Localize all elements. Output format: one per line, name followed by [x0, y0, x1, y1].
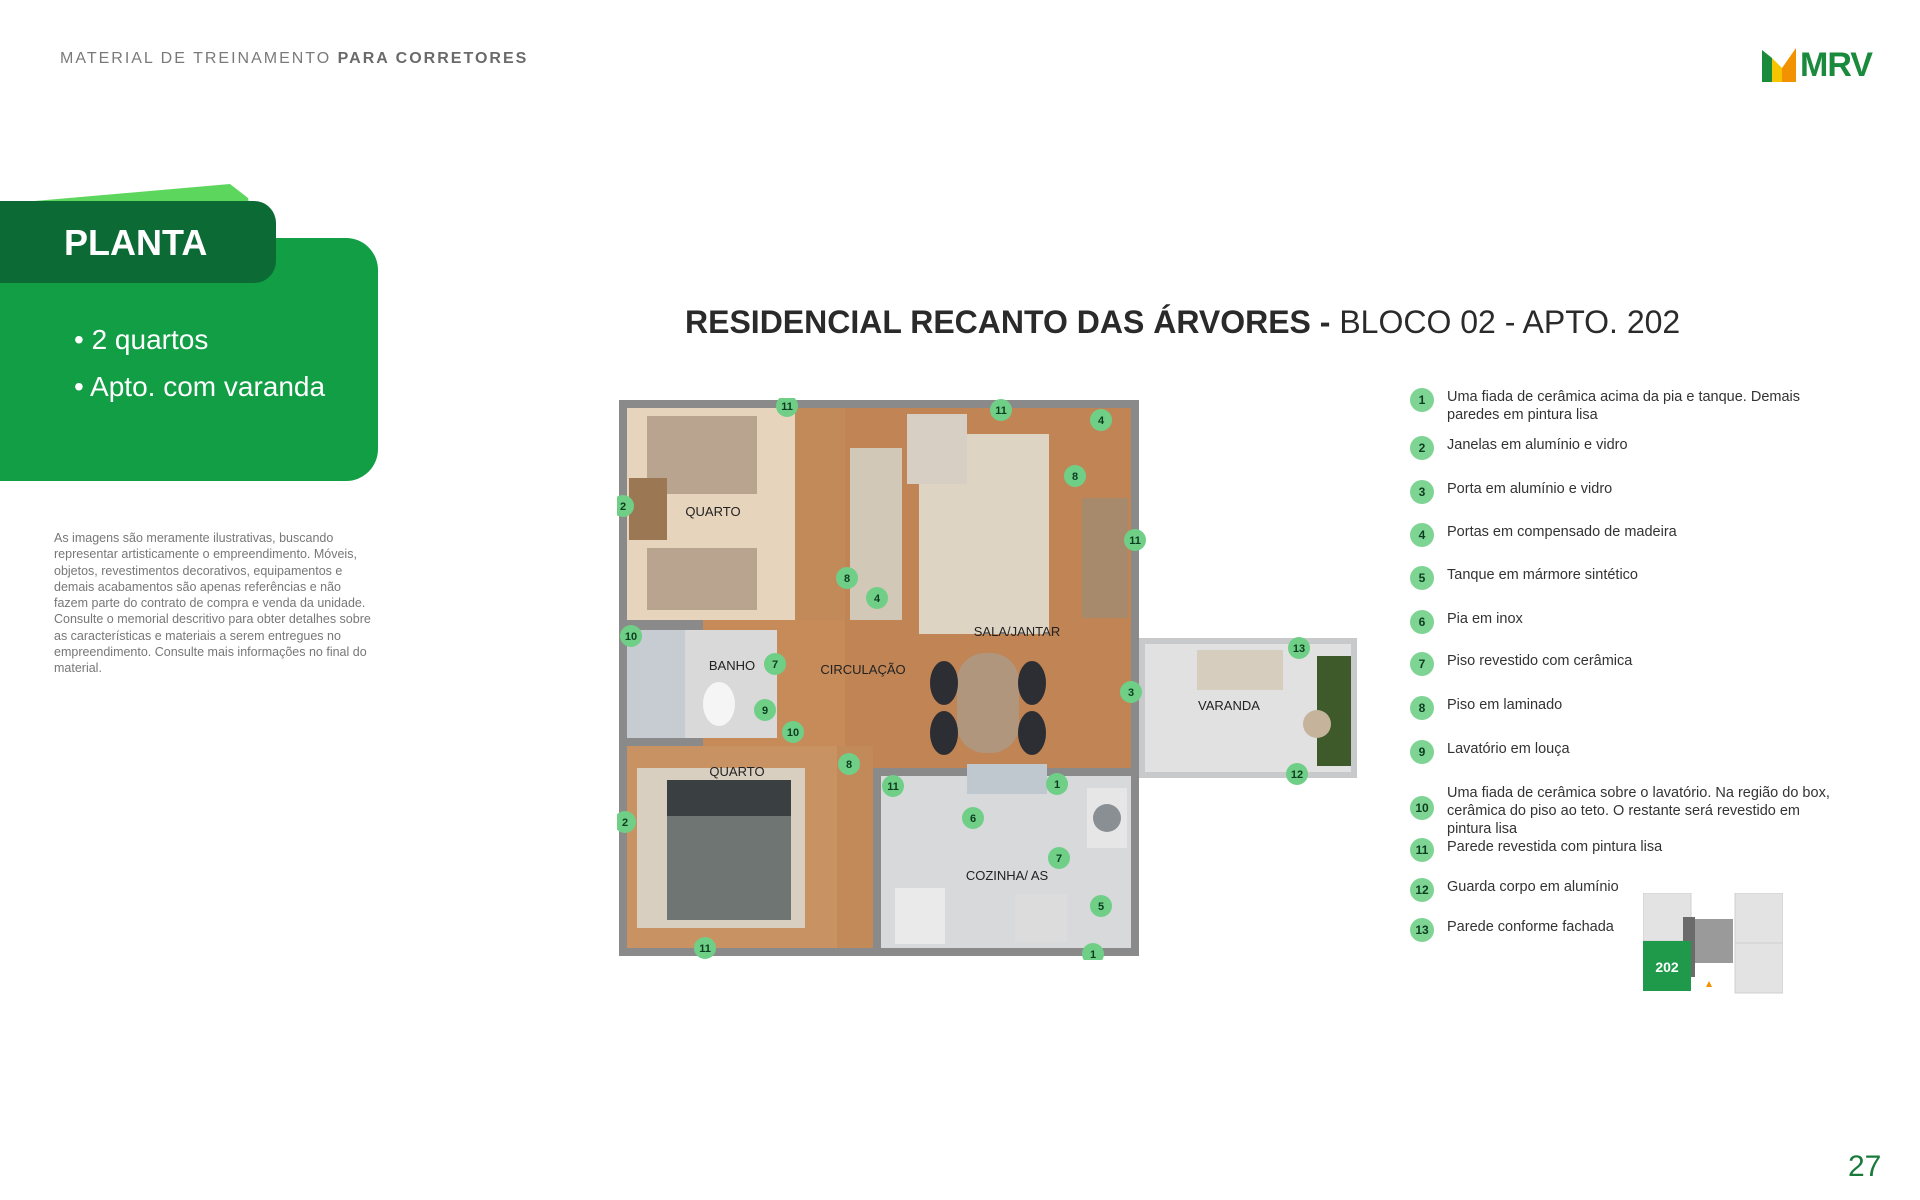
label-varanda: VARANDA: [1198, 698, 1260, 713]
label-cozinha: COZINHA/ AS: [965, 868, 1049, 883]
disclaimer-text: As imagens são meramente ilustrativas, buscando representar artisticamente o empreendimento. Móveis, objetos, revestimentos decorativos, equipamentos e demais acabamentos são apenas referências e não fazem parte do contrato de compra e venda da unidade. Consulte o memorial descritivo para obter detalhes sobre as características e materiais a serem entregues no empreendimento. Consulte mais informações no final do material.: [54, 531, 371, 676]
legend-number: 11: [1410, 838, 1434, 862]
legend-number: 7: [1410, 652, 1434, 676]
svg-text:8: 8: [1071, 471, 1079, 483]
marker: [1124, 529, 1146, 551]
svg-text:8: 8: [845, 759, 853, 771]
svg-text:4: 4: [873, 593, 881, 605]
legend-text: Uma fiada de cerâmica sobre o lavatório. Na região do box, cerâmica do piso ao teto. O restante será revestido em pintura lisa: [1447, 785, 1830, 837]
feature-bedrooms: • 2 quartos: [74, 324, 209, 355]
svg-text:11: 11: [699, 943, 711, 955]
legend-number: 8: [1410, 696, 1434, 720]
legend-number: 2: [1410, 436, 1434, 460]
floor-plan: [617, 398, 1359, 960]
marker: [620, 625, 642, 647]
marker: [1120, 681, 1142, 703]
marker: [838, 753, 860, 775]
room-circulacao: [795, 620, 845, 768]
svg-text:5: 5: [1097, 901, 1105, 913]
marker: [962, 807, 984, 829]
svg-text:13: 13: [1292, 643, 1306, 655]
legend-number: 13: [1410, 918, 1434, 942]
marker: [782, 721, 804, 743]
legend-text: Uma fiada de cerâmica acima da pia e tanque. Demais paredes em pintura lisa: [1447, 389, 1801, 423]
marker: [882, 775, 904, 797]
legend-number: 12: [1410, 878, 1434, 902]
svg-text:1: 1: [1053, 779, 1061, 791]
legend-number: 1: [1410, 388, 1434, 412]
label-circulacao: CIRCULAÇÃO: [820, 662, 906, 677]
legend-text: Piso em laminado: [1447, 697, 1563, 713]
marker: [990, 399, 1012, 421]
features-list: [74, 322, 364, 416]
key-plan: [1643, 893, 1783, 997]
legend-number: 3: [1410, 480, 1434, 504]
svg-text:10: 10: [624, 631, 638, 643]
plan-title-bold: RESIDENCIAL RECANTO DAS ÁRVORES -: [685, 304, 1331, 340]
legend-number: 5: [1410, 566, 1434, 590]
legend-number: 9: [1410, 740, 1434, 764]
svg-text:7: 7: [771, 659, 779, 671]
svg-text:2: 2: [621, 817, 629, 829]
mrv-logo-mark: [1760, 44, 1800, 84]
marker: [836, 567, 858, 589]
svg-text:6: 6: [969, 813, 977, 825]
marker: [1046, 773, 1068, 795]
label-sala: SALA/JANTAR: [973, 624, 1061, 639]
page-number: 27: [1848, 1150, 1882, 1183]
marker: [764, 653, 786, 675]
svg-text:8: 8: [843, 573, 851, 585]
feature-balcony: • Apto. com varanda: [74, 371, 326, 402]
svg-text:10: 10: [786, 727, 800, 739]
marker: [1064, 465, 1086, 487]
svg-text:3: 3: [1127, 687, 1135, 699]
legend-text: Portas em compensado de madeira: [1447, 524, 1677, 540]
label-quarto-1: QUARTO: [685, 504, 741, 519]
legend-text: Tanque em mármore sintético: [1447, 567, 1638, 583]
legend-number: 10: [1410, 796, 1434, 820]
svg-text:9: 9: [761, 705, 769, 717]
header-bold: PARA CORRETORES: [337, 50, 529, 67]
label-quarto-2: QUARTO: [709, 764, 765, 779]
legend-text: Lavatório em louça: [1447, 741, 1570, 757]
svg-text:12: 12: [1290, 769, 1304, 781]
marker: [1048, 847, 1070, 869]
legend-text: Porta em alumínio e vidro: [1447, 481, 1613, 497]
marker: [754, 699, 776, 721]
svg-text:11: 11: [995, 405, 1007, 417]
legend-text: Janelas em alumínio e vidro: [1447, 437, 1628, 453]
legend-number: 6: [1410, 610, 1434, 634]
entrance-arrow-icon: [1706, 981, 1712, 987]
marker: [1286, 763, 1308, 785]
marker: [866, 587, 888, 609]
svg-text:2: 2: [619, 501, 627, 513]
svg-text:7: 7: [1055, 853, 1063, 865]
legend-text: Piso revestido com cerâmica: [1447, 653, 1633, 669]
mrv-logo-text: MRV: [1800, 46, 1872, 84]
svg-text:1: 1: [1089, 949, 1097, 960]
header-prefix: MATERIAL DE TREINAMENTO: [60, 50, 332, 67]
legend-number: 4: [1410, 523, 1434, 547]
mrv-logo: [1760, 44, 1892, 84]
plan-title-rest: BLOCO 02 - APTO. 202: [1330, 304, 1681, 340]
svg-text:4: 4: [1097, 415, 1105, 427]
panel-title: PLANTA: [64, 222, 208, 263]
svg-text:11: 11: [781, 401, 793, 413]
svg-text:11: 11: [1129, 535, 1141, 547]
header-label: [60, 50, 528, 68]
marker: [1288, 637, 1310, 659]
plan-title: [685, 304, 1680, 341]
marker: [1090, 409, 1112, 431]
label-banho: BANHO: [708, 658, 756, 673]
legend-text: Guarda corpo em alumínio: [1447, 879, 1619, 895]
marker: [694, 937, 716, 959]
legend-text: Parede conforme fachada: [1447, 919, 1614, 935]
marker: [1090, 895, 1112, 917]
key-plan-unit-label: 202: [1655, 959, 1679, 975]
legend-text: Pia em inox: [1447, 611, 1523, 627]
legend-text: Parede revestida com pintura lisa: [1447, 839, 1663, 855]
svg-text:11: 11: [887, 781, 899, 793]
